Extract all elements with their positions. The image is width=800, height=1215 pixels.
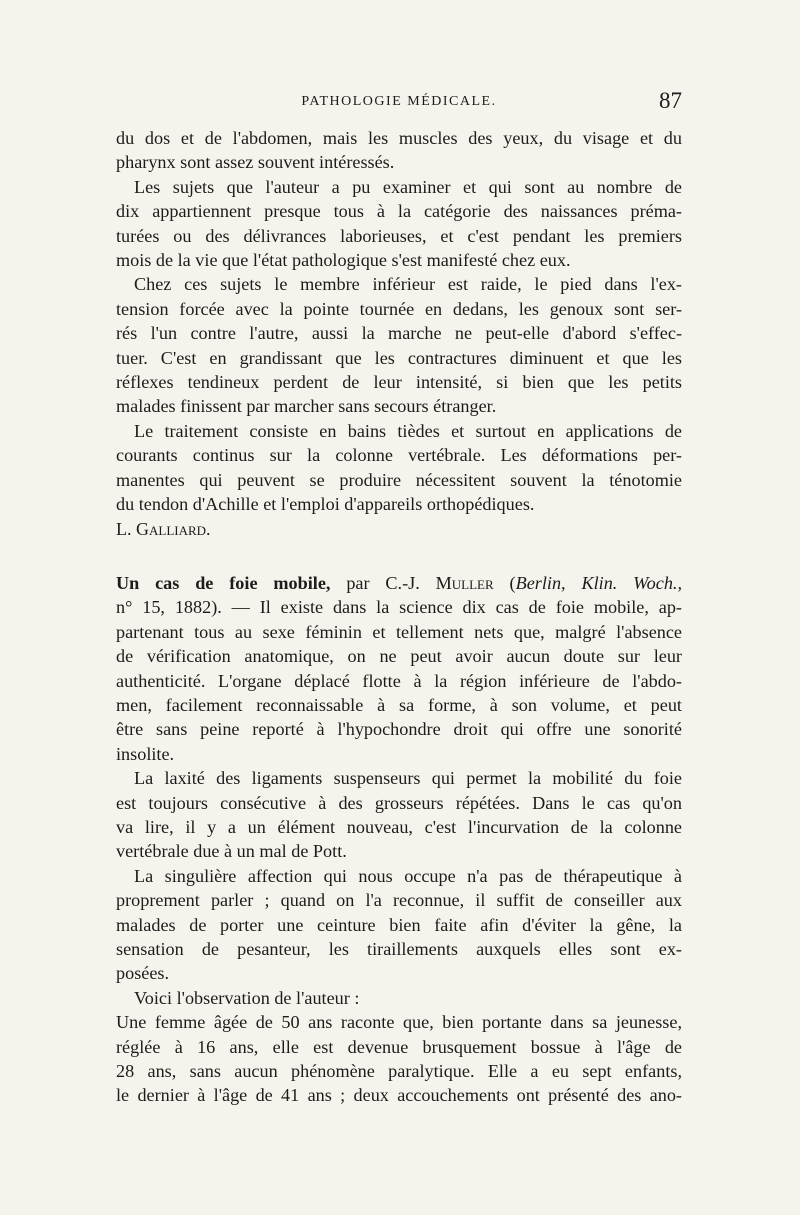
article-by: par <box>346 572 370 593</box>
article-journal: Berlin, Klin. Woch., <box>515 572 683 593</box>
text-line: va lire, il y a un élément nouveau, c'est l'incurvation de la colonne <box>116 816 682 837</box>
text-line: La laxité des ligaments suspenseurs qui permet la mobilité du foie <box>134 768 682 789</box>
article-title: Un cas de foie mobile, <box>116 572 331 593</box>
text-line: dix appartiennent presque tous à la catégorie des naissances préma- <box>116 201 682 222</box>
text-line: insolite. <box>116 743 175 764</box>
text-line: vertébrale due à un mal de Pott. <box>116 841 347 862</box>
text-line: être sans peine reporté à l'hypochondre droit qui offre une sonorité <box>116 719 682 740</box>
text-line: proprement parler ; quand on l'a reconnue, il suffit de conseiller aux <box>116 890 682 911</box>
page-number: 87 <box>659 88 682 113</box>
text-line: Les sujets que l'auteur a pu examiner et qui sont au nombre de <box>134 176 682 197</box>
paragraph-8 <box>116 986 682 1010</box>
text-line: posées. <box>116 963 170 984</box>
article-intro: — Il existe dans la science dix cas de foie mobile, ap- <box>221 597 682 618</box>
paragraph-3 <box>116 272 682 418</box>
text-line: men, facilement reconnaissable à sa forme, à son volume, et peut <box>116 694 682 715</box>
text-line: courants continus sur la colonne vertébrale. Les déformations per- <box>116 445 682 466</box>
text-line: Une femme âgée de 50 ans raconte que, bien portante dans sa jeunesse, <box>116 1012 682 1033</box>
text-line: Chez ces sujets le membre inférieur est raide, le pied dans l'ex- <box>134 274 682 295</box>
paragraph-7 <box>116 864 682 986</box>
text-line: le dernier à l'âge de 41 ans ; deux accouchements ont présenté des ano- <box>116 1085 682 1106</box>
article-issue: n° 15, 1882). <box>116 597 222 618</box>
section-gap <box>116 541 682 571</box>
article-heading-paragraph <box>116 571 682 766</box>
running-title: PATHOLOGIE MÉDICALE. <box>301 94 497 109</box>
article-author: C.-J. Muller <box>385 572 494 593</box>
signature: L. Galliard. <box>116 518 211 539</box>
paragraph-1 <box>116 126 682 175</box>
citation-open: ( <box>509 572 516 593</box>
paragraph-6 <box>116 766 682 864</box>
text-line <box>116 595 682 619</box>
paragraph-2 <box>116 175 682 273</box>
text-line: de vérification anatomique, on ne peut avoir aucun doute sur leur <box>116 646 682 667</box>
text-line: rés l'un contre l'autre, aussi la marche ne peut-elle d'abord s'effec- <box>116 323 682 344</box>
text-line: tuer. C'est en grandissant que les contractures diminuent et que les <box>116 347 682 368</box>
paragraph-9 <box>116 1010 682 1108</box>
text-line: pharynx sont assez souvent intéressés. <box>116 152 395 173</box>
paragraph-4 <box>116 419 682 517</box>
text-line: Voici l'observation de l'auteur : <box>134 987 360 1008</box>
page-header <box>116 88 682 114</box>
text-line: du dos et de l'abdomen, mais les muscles des yeux, du visage et du <box>116 128 682 148</box>
text-line: 28 ans, sans aucun phénomène paralytique. Elle a eu sept enfants, <box>116 1061 682 1082</box>
text-line: mois de la vie que l'état pathologique s'est manifesté chez eux. <box>116 250 571 271</box>
text-line: sensation de pesanteur, les tiraillements auxquels elles sont ex- <box>116 939 682 959</box>
text-line: du tendon d'Achille et l'emploi d'appareils orthopédiques. <box>116 494 535 515</box>
text-line: malades de porter une ceinture bien faite afin d'éviter la gêne, la <box>116 914 682 935</box>
text-line: authenticité. L'organe déplacé flotte à la région inférieure de l'abdo- <box>116 670 682 691</box>
text-line: manentes qui peuvent se produire nécessitent souvent la ténotomie <box>116 469 682 490</box>
text-line: La singulière affection qui nous occupe n'a pas de thérapeutique à <box>134 865 682 886</box>
text-line: Le traitement consiste en bains tièdes et surtout en applications de <box>134 420 682 441</box>
text-line: est toujours consécutive à des grosseurs répétées. Dans le cas qu'on <box>116 792 682 813</box>
text-line: turées ou des délivrances laborieuses, et c'est pendant les premiers <box>116 225 682 246</box>
text-line: malades finissent par marcher sans secours étranger. <box>116 396 497 417</box>
text-line: partenant tous au sexe féminin et tellement nets que, malgré l'absence <box>116 621 682 642</box>
body-text <box>116 126 682 1108</box>
text-line: tension forcée avec la pointe tournée en dedans, les genoux sont ser- <box>116 298 682 319</box>
text-line: réflexes tendineux perdent de leur intensité, si bien que les petits <box>116 372 682 393</box>
article-heading-line <box>116 571 682 595</box>
text-line: réglée à 16 ans, elle est devenue brusquement bossue à l'âge de <box>116 1036 682 1057</box>
